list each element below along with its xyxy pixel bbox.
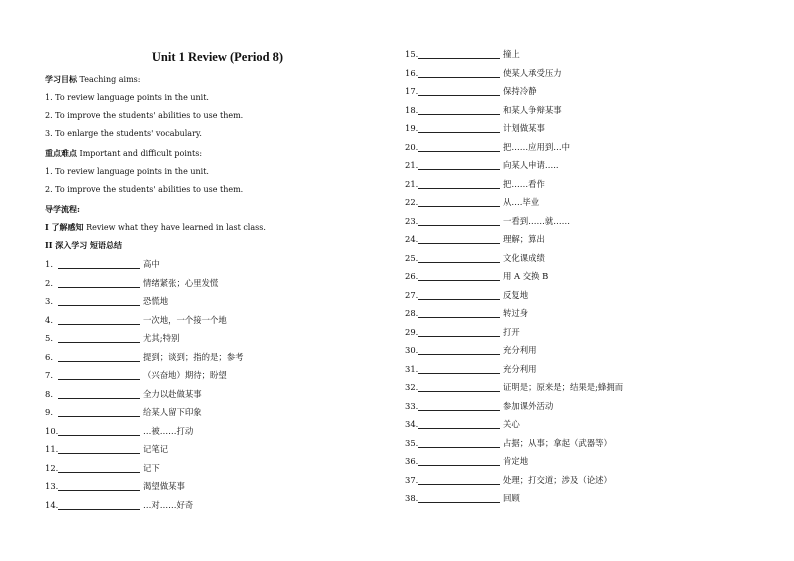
item-meaning: 反复地 bbox=[503, 289, 529, 300]
answer-blank[interactable] bbox=[418, 401, 500, 411]
item-number: 14. bbox=[45, 499, 59, 510]
answer-blank[interactable] bbox=[58, 463, 140, 473]
item-meaning: 回顾 bbox=[503, 493, 520, 503]
answer-blank[interactable] bbox=[58, 407, 140, 417]
keypoint-item: 1. To review language points in the unit. bbox=[45, 167, 209, 176]
item-number: 24. bbox=[405, 234, 419, 244]
item-number: 31. bbox=[405, 363, 419, 374]
phrase-item bbox=[405, 252, 545, 264]
phrase-item bbox=[405, 381, 623, 393]
phrase-item bbox=[405, 104, 562, 116]
answer-blank[interactable] bbox=[418, 308, 500, 318]
item-meaning: 全力以赴做某事 bbox=[143, 388, 202, 399]
item-meaning: 证明是；原来是；结果是;蜂拥而 bbox=[503, 382, 624, 392]
item-meaning: 保持冷静 bbox=[503, 86, 537, 96]
item-number: 30. bbox=[405, 345, 419, 355]
item-meaning: 记笔记 bbox=[143, 444, 169, 454]
keypoints-heading-en: Important and difficult points: bbox=[77, 149, 203, 158]
answer-blank[interactable] bbox=[418, 327, 500, 337]
answer-blank[interactable] bbox=[58, 389, 140, 399]
page-title: Unit 1 Review (Period 8) bbox=[151, 50, 284, 64]
item-meaning: 情绪紧张；心里发慌 bbox=[143, 277, 219, 288]
phrase-item bbox=[405, 159, 559, 171]
phrase-item bbox=[405, 455, 528, 467]
item-number: 21. bbox=[405, 178, 419, 189]
answer-blank[interactable] bbox=[418, 438, 500, 448]
answer-blank[interactable] bbox=[418, 456, 500, 466]
item-number: 11. bbox=[45, 444, 59, 454]
item-number: 6. bbox=[45, 351, 53, 362]
phrase-item bbox=[45, 443, 168, 455]
item-meaning: 占据；从事；拿起（武器等） bbox=[503, 437, 612, 448]
process-heading: 导学流程: bbox=[45, 204, 80, 214]
item-meaning: 一次地，一个接一个地 bbox=[143, 314, 227, 325]
objectives-heading bbox=[45, 73, 140, 86]
process-step-2: II 深入学习 短语总结 bbox=[45, 240, 123, 250]
item-number: 1. bbox=[45, 259, 53, 269]
item-meaning: 和某人争辩某事 bbox=[503, 104, 562, 115]
item-meaning: …对……好奇 bbox=[143, 499, 194, 510]
phrase-item bbox=[45, 369, 227, 381]
item-meaning: 记下 bbox=[143, 462, 160, 473]
objectives-heading-en: Teaching aims: bbox=[77, 75, 141, 84]
item-meaning: 把……看作 bbox=[503, 178, 545, 189]
phrase-item bbox=[405, 326, 520, 338]
item-meaning: 向某人申请….. bbox=[503, 160, 559, 170]
answer-blank[interactable] bbox=[58, 481, 140, 491]
item-number: 27. bbox=[405, 289, 419, 300]
answer-blank[interactable] bbox=[418, 68, 500, 78]
item-number: 23. bbox=[405, 215, 419, 226]
process-step-1 bbox=[45, 221, 266, 234]
phrase-item bbox=[405, 196, 539, 208]
item-meaning: 处理；打交道；涉及（论述） bbox=[503, 474, 612, 485]
item-number: 25. bbox=[405, 252, 419, 263]
item-number: 10. bbox=[45, 425, 59, 436]
item-number: 3. bbox=[45, 296, 53, 306]
phrase-item bbox=[45, 258, 160, 270]
phrase-item bbox=[405, 233, 545, 245]
answer-blank[interactable] bbox=[418, 253, 500, 263]
objectives-heading-cn: 学习目标 bbox=[45, 74, 77, 84]
item-number: 38. bbox=[405, 493, 419, 503]
item-number: 37. bbox=[405, 474, 419, 485]
answer-blank[interactable] bbox=[58, 333, 140, 343]
item-number: 18. bbox=[405, 104, 419, 115]
phrase-item bbox=[45, 277, 218, 289]
item-meaning: …被……打动 bbox=[143, 425, 194, 436]
phrase-item bbox=[405, 48, 520, 60]
item-number: 12. bbox=[45, 462, 59, 473]
item-meaning: 文化课成绩 bbox=[503, 252, 545, 263]
phrase-item bbox=[405, 363, 537, 375]
phrase-item bbox=[405, 492, 520, 504]
item-meaning: 关心 bbox=[503, 419, 520, 429]
item-number: 8. bbox=[45, 388, 53, 399]
answer-blank[interactable] bbox=[418, 382, 500, 392]
item-meaning: 参加课外活动 bbox=[503, 400, 554, 411]
item-meaning: 一看到……就…… bbox=[503, 215, 570, 226]
phrase-item bbox=[45, 499, 193, 511]
answer-blank[interactable] bbox=[418, 123, 500, 133]
phrase-item bbox=[405, 122, 545, 134]
phrase-item bbox=[45, 425, 193, 437]
answer-blank[interactable] bbox=[418, 216, 500, 226]
item-meaning: 计划做某事 bbox=[503, 123, 545, 133]
item-number: 13. bbox=[45, 481, 59, 491]
item-meaning: 使某人承受压力 bbox=[503, 67, 562, 78]
answer-blank[interactable] bbox=[418, 49, 500, 59]
answer-blank[interactable] bbox=[58, 500, 140, 510]
phrase-item bbox=[45, 314, 227, 326]
item-meaning: （兴奋地）期待；盼望 bbox=[143, 370, 227, 380]
item-number: 20. bbox=[405, 141, 419, 152]
answer-blank[interactable] bbox=[418, 197, 500, 207]
answer-blank[interactable] bbox=[58, 370, 140, 380]
item-number: 26. bbox=[405, 271, 419, 281]
answer-blank[interactable] bbox=[418, 160, 500, 170]
item-meaning: 肯定地 bbox=[503, 456, 529, 466]
phrase-item bbox=[45, 295, 168, 307]
item-number: 5. bbox=[45, 333, 53, 343]
phrase-item bbox=[405, 289, 528, 301]
item-number: 9. bbox=[45, 407, 53, 417]
objective-item: 2. To improve the students' abilities to use them. bbox=[45, 111, 244, 120]
item-number: 36. bbox=[405, 456, 419, 466]
phrase-item bbox=[45, 462, 160, 474]
answer-blank[interactable] bbox=[58, 296, 140, 306]
item-number: 15. bbox=[405, 49, 419, 59]
item-number: 32. bbox=[405, 382, 419, 392]
answer-blank[interactable] bbox=[418, 419, 500, 429]
item-number: 19. bbox=[405, 123, 419, 133]
phrase-item bbox=[405, 400, 553, 412]
phrase-item bbox=[405, 215, 570, 227]
phrase-item bbox=[405, 418, 520, 430]
item-meaning: 渴望做某事 bbox=[143, 481, 185, 491]
phrase-item bbox=[45, 351, 244, 363]
phrase-item bbox=[45, 332, 179, 344]
item-number: 16. bbox=[405, 67, 419, 78]
answer-blank[interactable] bbox=[418, 290, 500, 300]
phrase-item bbox=[405, 437, 612, 449]
objective-item: 1. To review language points in the unit. bbox=[45, 93, 209, 102]
answer-blank[interactable] bbox=[58, 315, 140, 325]
item-meaning: 给某人留下印象 bbox=[143, 407, 202, 417]
answer-blank[interactable] bbox=[418, 234, 500, 244]
step1-label: I 了解感知 bbox=[45, 222, 84, 232]
phrase-item bbox=[405, 344, 537, 356]
item-meaning: 充分利用 bbox=[503, 363, 537, 374]
item-meaning: 撞上 bbox=[503, 49, 520, 59]
item-number: 34. bbox=[405, 419, 419, 429]
item-number: 2. bbox=[45, 277, 53, 288]
item-meaning: 从….毕业 bbox=[503, 197, 540, 207]
item-number: 17. bbox=[405, 86, 419, 96]
item-number: 35. bbox=[405, 437, 419, 448]
phrase-item bbox=[405, 67, 562, 79]
item-meaning: 把……应用到…中 bbox=[503, 141, 570, 152]
phrase-item bbox=[405, 178, 545, 190]
objective-item: 3. To enlarge the students' vocabulary. bbox=[45, 129, 202, 138]
item-meaning: 转过身 bbox=[503, 308, 529, 318]
keypoints-heading-cn: 重点难点 bbox=[45, 148, 77, 158]
phrase-item bbox=[405, 85, 537, 97]
answer-blank[interactable] bbox=[418, 105, 500, 115]
item-number: 22. bbox=[405, 197, 419, 207]
answer-blank[interactable] bbox=[58, 426, 140, 436]
answer-blank[interactable] bbox=[418, 364, 500, 374]
phrase-item bbox=[405, 141, 570, 153]
item-number: 33. bbox=[405, 400, 419, 411]
answer-blank[interactable] bbox=[58, 278, 140, 288]
answer-blank[interactable] bbox=[418, 475, 500, 485]
keypoints-heading bbox=[45, 147, 202, 160]
answer-blank[interactable] bbox=[418, 86, 500, 96]
phrase-item bbox=[405, 270, 548, 282]
item-meaning: 恐慌地 bbox=[143, 296, 169, 306]
item-meaning: 打开 bbox=[503, 326, 520, 337]
phrase-item bbox=[405, 307, 528, 319]
item-meaning: 尤其;特别 bbox=[143, 333, 180, 343]
answer-blank[interactable] bbox=[58, 259, 140, 269]
phrase-item bbox=[45, 406, 202, 418]
answer-blank[interactable] bbox=[418, 271, 500, 281]
answer-blank[interactable] bbox=[418, 142, 500, 152]
item-meaning: 用 A 交换 B bbox=[503, 271, 549, 281]
item-number: 4. bbox=[45, 314, 53, 325]
item-number: 28. bbox=[405, 308, 419, 318]
answer-blank[interactable] bbox=[418, 493, 500, 503]
step1-text: Review what they have learned in last class. bbox=[83, 223, 266, 232]
answer-blank[interactable] bbox=[418, 345, 500, 355]
item-meaning: 高中 bbox=[143, 259, 160, 269]
item-number: 21. bbox=[405, 160, 419, 170]
item-meaning: 充分利用 bbox=[503, 345, 537, 355]
answer-blank[interactable] bbox=[58, 444, 140, 454]
answer-blank[interactable] bbox=[58, 352, 140, 362]
item-number: 7. bbox=[45, 370, 53, 380]
item-meaning: 理解；算出 bbox=[503, 234, 545, 244]
keypoint-item: 2. To improve the students' abilities to use them. bbox=[45, 185, 244, 194]
item-meaning: 提到；谈到；指的是；参考 bbox=[143, 351, 244, 362]
phrase-item bbox=[405, 474, 612, 486]
phrase-item bbox=[45, 480, 185, 492]
phrase-item bbox=[45, 388, 202, 400]
item-number: 29. bbox=[405, 326, 419, 337]
answer-blank[interactable] bbox=[418, 179, 500, 189]
